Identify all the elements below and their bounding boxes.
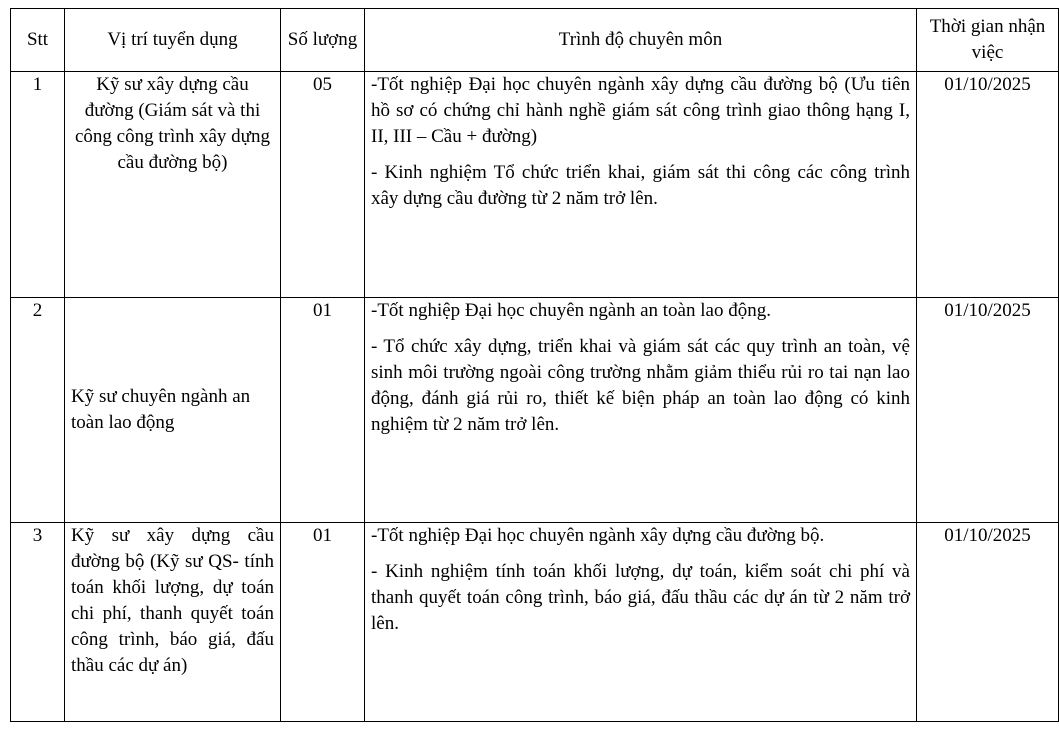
table-header: [11, 9, 1059, 72]
row-stt: 3: [11, 523, 65, 722]
row-position: Kỹ sư xây dựng cầu đường (Giám sát và thi công công trình xây dựng cầu đường bộ): [65, 72, 281, 298]
requirement-experience: - Kinh nghiệm Tổ chức triển khai, giám sát thi công các công trình xây dựng cầu đường từ 2 năm trở lên.: [371, 162, 910, 209]
header-start-date: Thời gian nhận việc: [917, 9, 1059, 72]
requirement-education: -Tốt nghiệp Đại học chuyên ngành xây dựng cầu đường bộ (Ưu tiên hồ sơ có chứng chỉ hành nghề giám sát công trình giao thông hạng I, II, III – Cầu + đường): [371, 74, 910, 147]
recruitment-table: [10, 8, 1059, 722]
header-stt: Stt: [11, 9, 65, 72]
requirement-education: -Tốt nghiệp Đại học chuyên ngành xây dựng cầu đường bộ.: [371, 525, 825, 546]
header-position: Vị trí tuyển dụng: [65, 9, 281, 72]
header-quantity: Số lượng: [281, 9, 365, 72]
row-stt: 1: [11, 72, 65, 298]
table-body: [11, 72, 1059, 722]
row-position: Kỹ sư chuyên ngành an toàn lao động: [65, 298, 281, 523]
row-requirements: [365, 298, 917, 523]
row-requirements: [365, 72, 917, 298]
row-quantity: 05: [281, 72, 365, 298]
table-row: [11, 298, 1059, 523]
row-start-date: 01/10/2025: [917, 72, 1059, 298]
row-start-date: 01/10/2025: [917, 298, 1059, 523]
row-stt: 2: [11, 298, 65, 523]
table-row: [11, 523, 1059, 722]
requirement-education: -Tốt nghiệp Đại học chuyên ngành an toàn lao động.: [371, 300, 771, 321]
row-start-date: 01/10/2025: [917, 523, 1059, 722]
row-requirements: [365, 523, 917, 722]
row-position: Kỹ sư xây dựng cầu đường bộ (Kỹ sư QS- tính toán khối lượng, dự toán chi phí, thanh quyết toán công trình, báo giá, đấu thầu các dự án): [65, 523, 281, 722]
row-quantity: 01: [281, 523, 365, 722]
header-row: [11, 9, 1059, 72]
row-quantity: 01: [281, 298, 365, 523]
table-row: [11, 72, 1059, 298]
requirement-experience: - Tổ chức xây dựng, triển khai và giám sát các quy trình an toàn, vệ sinh môi trường ngoài công trường nhằm giảm thiểu rủi ro tai nạn lao động, đánh giá rủi ro, thiết kế biện pháp an toàn lao động có kinh nghiệm từ 2 năm trở lên.: [371, 336, 910, 435]
requirement-experience: - Kinh nghiệm tính toán khối lượng, dự toán, kiểm soát chi phí và thanh quyết toán công trình, báo giá, đấu thầu các dự án từ 2 năm trở lên.: [371, 561, 910, 634]
header-qualification: Trình độ chuyên môn: [365, 9, 917, 72]
